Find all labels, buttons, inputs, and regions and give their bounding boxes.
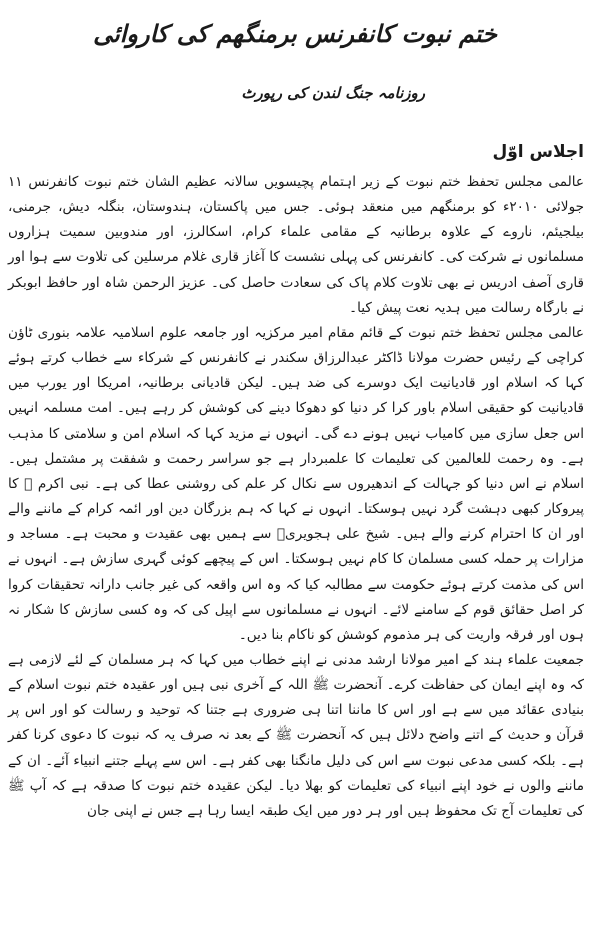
article-body [8, 170, 584, 824]
paragraph: جمعیت علماء ہند کے امیر مولانا ارشد مدنی نے اپنے خطاب میں کہا کہ ہر مسلمان کے لئے لازمی ہے کہ وہ اپنے ایمان کی حفاظت کرے۔ آنحضرت ﷺ اللہ کے آخری نبی ہیں اور عقیدہ ختم نبوت اسلام کے بنیادی عقائد میں سے ہے اور اس کا ماننا اتنا ہی ضروری ہے جتنا کہ توحید و رسالت کو اور اس پر قرآن و حدیث کے اتنے واضح دلائل ہیں کہ آنحضرت ﷺ کے بعد نہ صرف یہ کہ نبوت کا دعوی کرنا کفر ہے۔ بلکہ کسی مدعی نبوت سے اس کی دلیل مانگنا بھی کفر ہے۔ اس سے پہلے جتنے انبیاء آئے۔ ان کے ماننے والوں نے خود اپنے انبیاء کی تعلیمات کو بھلا دیا۔ لیکن عقیدہ ختم نبوت کا صدقہ ہے کہ آپ ﷺ کی تعلیمات آج تک محفوظ ہیں اور ہر دور میں ایک طبقہ ایسا رہا ہے جس نے اپنی جان [8, 651, 584, 819]
paragraph: عالمی مجلس تحفظ ختم نبوت کے زیر اہتمام پچیسویں سالانہ عظیم الشان ختم نبوت کانفرنس ۱۱ جولائی ۲۰۱۰ء کو برمنگھم میں منعقد ہوئی۔ جس میں پاکستان، ہندوستان، بنگلہ دیش، جرمنی، بیلجیئم، ناروے کے علاوہ برطانیہ کے مقامی علماء کرام، اسکالرز، اور مندوبین سمیت ہزاروں مسلمانوں نے شرکت کی۔ کانفرنس کی پہلی نشست کا آغاز قاری غلام مرسلین کی تلاوت سے ہوا اور قاری آصف ادریس نے بھی تلاوت کلام پاک کی سعادت حاصل کی۔ عزیز الرحمن شاہ اور حافظ ابوبکر نے بارگاہ رسالت میں ہدیہ نعت پیش کیا۔ [8, 174, 584, 316]
article-title: ختم نبوت کانفرنس برمنگھم کی کاروائی [93, 20, 497, 48]
session-heading: اجلاس اوّل [492, 142, 584, 162]
paragraph: عالمی مجلس تحفظ ختم نبوت کے قائم مقام امیر مرکزیہ اور جامعہ علوم اسلامیہ علامہ بنوری ٹاؤن کراچی کے رئیس حضرت مولانا ڈاکٹر عبدالرزاق سکندر نے کانفرنس کے شرکاء سے خطاب کرتے ہوئے کہا کہ اسلام اور قادیانیت ایک دوسرے کی ضد ہیں۔ لیکن قادیانی برطانیہ، امریکا اور یورپ میں قادیانیت کو حقیقی اسلام باور کرا کر دنیا کو دھوکا دینے کی کوشش کر رہے ہیں۔ امت مسلمہ انہیں اس جعل سازی میں کامیاب نہیں ہونے دے گی۔ انہوں نے مزید کہا کہ اسلام امن و سلامتی کا مذہب ہے۔ وہ رحمت للعالمین کی تعلیمات کا علمبردار ہے جو سراسر رحمت و شفقت پر مشتمل ہیں۔ اسلام نے اس دنیا کو جہالت کے اندھیروں سے نکال کر علم کی روشنی عطا کی ہے۔ نبی اکرم ﷺ کا پیروکار کبھی دہشت گرد نہیں ہوسکتا۔ انہوں نے کہا کہ ہم بزرگان دین اور ائمہ کرام کے ماننے والے اور ان کا احترام کرنے والے ہیں۔ شیخ علی ہجویریؒ سے ہمیں بھی عقیدت و محبت ہے۔ مساجد و مزارات پر حملہ کسی مسلمان کا کام نہیں ہوسکتا۔ اس کے پیچھے کوئی گہری سازش ہے۔ انہوں نے اس کی مذمت کرتے ہوئے حکومت سے مطالبہ کیا کہ وہ اس واقعہ کی غیر جانب دارانہ تحقیقات کروا کر اصل حقائق قوم کے سامنے لائے۔ انہوں نے مسلمانوں سے اپیل کی کہ وہ کسی سازش کا شکار نہ ہوں اور فرقہ واریت کی ہر مذموم کوشش کو ناکام بنا دیں۔ [8, 324, 584, 643]
article-byline: روزنامہ جنگ لندن کی رپورٹ [241, 84, 425, 102]
